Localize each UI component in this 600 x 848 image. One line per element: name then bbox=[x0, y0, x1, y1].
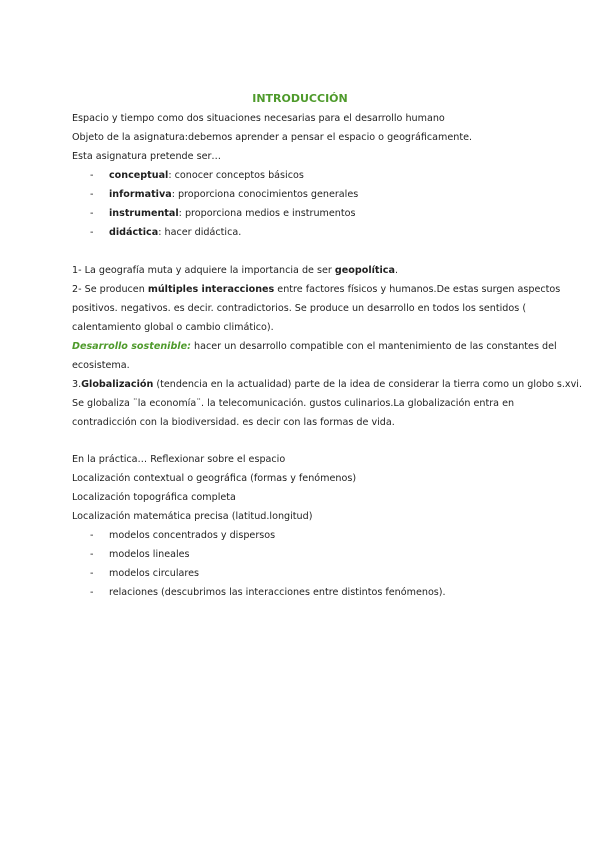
list-item-text: modelos concentrados y dispersos bbox=[109, 530, 276, 541]
bullet-dash: - bbox=[90, 208, 94, 219]
term-description: : proporciona conocimientos generales bbox=[171, 189, 359, 200]
term-informativa: informativa bbox=[109, 189, 172, 200]
paragraph-text: calentamiento global o cambio climático). bbox=[72, 322, 274, 333]
term-conceptual: conceptual bbox=[109, 170, 169, 181]
page-title: INTRODUCCIÓN bbox=[252, 92, 348, 105]
paragraph-text: Se globaliza ¨la economía¨. la telecomunicación. gustos culinarios.La globalización entra en bbox=[72, 398, 515, 409]
list-item bbox=[72, 185, 532, 204]
paragraph-geopolitica bbox=[72, 261, 532, 280]
paragraph-text: entre factores físicos y humanos.De estas surgen aspectos bbox=[274, 284, 561, 295]
term-didactica: didáctica bbox=[109, 227, 159, 238]
list-item bbox=[72, 545, 532, 564]
paragraph-text: ecosistema. bbox=[72, 360, 130, 371]
paragraph-text: contradicción con la biodiversidad. es decir con las formas de vida. bbox=[72, 417, 395, 428]
term-globalizacion: Globalización bbox=[81, 379, 154, 390]
list-item bbox=[72, 564, 532, 583]
bullet-dash: - bbox=[90, 530, 94, 541]
list-item bbox=[72, 223, 532, 242]
practice-line-3: Localización topográfica completa bbox=[72, 492, 236, 503]
term-geopolitica: geopolítica bbox=[334, 265, 395, 276]
paragraph-text: . bbox=[394, 265, 399, 276]
list-item bbox=[72, 166, 532, 185]
term-instrumental: instrumental bbox=[109, 208, 179, 219]
practice-line-2: Localización contextual o geográfica (formas y fenómenos) bbox=[72, 473, 357, 484]
paragraph-globalizacion bbox=[72, 375, 582, 394]
paragraph-text: (tendencia en la actualidad) parte de la idea de considerar la tierra como un globo s.xvi. bbox=[153, 379, 582, 390]
term-description: : hacer didáctica. bbox=[158, 227, 242, 238]
list-item-text: modelos circulares bbox=[109, 568, 199, 579]
bullet-dash: - bbox=[90, 170, 94, 181]
paragraph-interacciones bbox=[72, 280, 561, 299]
practice-line-4: Localización matemática precisa (latitud.longitud) bbox=[72, 511, 313, 522]
paragraph-text: hacer un desarrollo compatible con el mantenimiento de las constantes del bbox=[190, 341, 557, 352]
list-item bbox=[72, 204, 532, 223]
term-description: : proporciona medios e instrumentos bbox=[178, 208, 356, 219]
document-body bbox=[72, 109, 582, 602]
spacer bbox=[72, 242, 532, 261]
list-item-text: modelos lineales bbox=[109, 549, 190, 560]
term-interacciones: múltiples interacciones bbox=[147, 284, 275, 295]
bullet-dash: - bbox=[90, 189, 94, 200]
paragraph-text: 2- Se producen bbox=[72, 284, 148, 295]
practice-line-1: En la práctica… Reflexionar sobre el espacio bbox=[72, 454, 286, 465]
bullet-dash: - bbox=[90, 568, 94, 579]
term-description: : conocer conceptos básicos bbox=[168, 170, 304, 181]
bullet-dash: - bbox=[90, 227, 94, 238]
spacer bbox=[72, 432, 532, 450]
intro-line-2: Objeto de la asignatura:debemos aprender a pensar el espacio o geográficamente. bbox=[72, 132, 473, 143]
intro-line-3: Esta asignatura pretende ser… bbox=[72, 151, 222, 162]
term-desarrollo-sostenible: Desarrollo sostenible: bbox=[72, 341, 191, 352]
paragraph-desarrollo-sostenible bbox=[72, 337, 557, 356]
list-item bbox=[72, 583, 532, 602]
intro-line-1: Espacio y tiempo como dos situaciones necesarias para el desarrollo humano bbox=[72, 113, 445, 124]
paragraph-text: 1- La geografía muta y adquiere la importancia de ser bbox=[72, 265, 335, 276]
bullet-dash: - bbox=[90, 549, 94, 560]
paragraph-text: positivos. negativos. es decir. contradictorios. Se produce un desarrollo en todos los sentidos ( bbox=[72, 303, 527, 314]
list-item-text: relaciones (descubrimos las interacciones entre distintos fenómenos). bbox=[109, 587, 446, 598]
paragraph-text: 3. bbox=[72, 379, 82, 390]
bullet-dash: - bbox=[90, 587, 94, 598]
list-item bbox=[72, 526, 532, 545]
